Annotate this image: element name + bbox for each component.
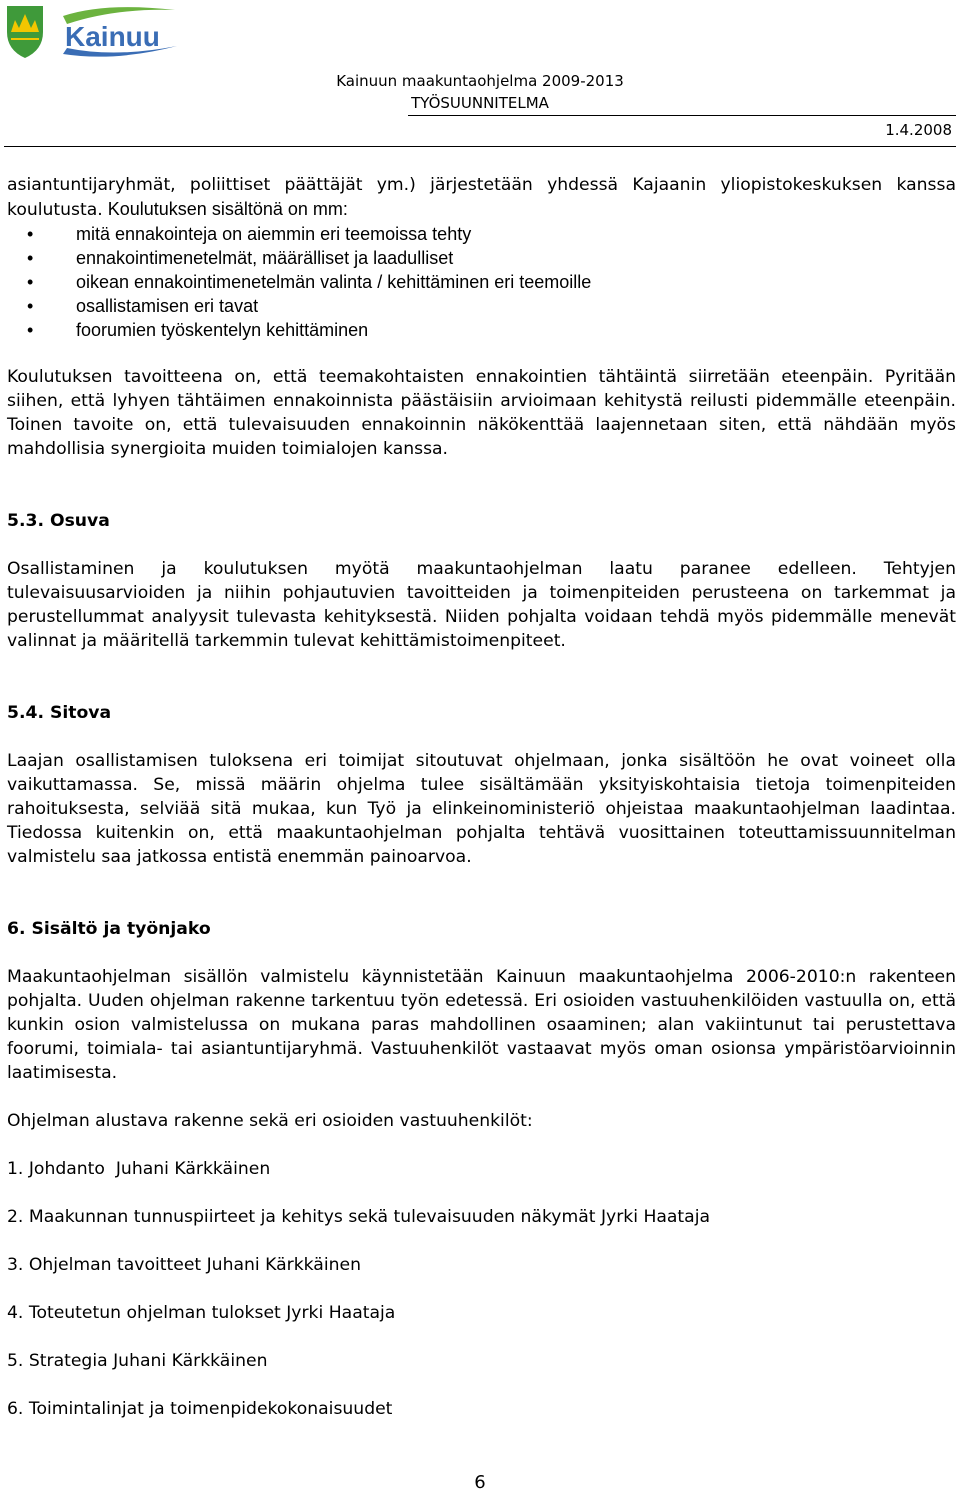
section-heading-6: 6. Sisältö ja työnjako — [7, 919, 211, 939]
list-item: • ennakointimenetelmät, määrälliset ja laadulliset — [7, 246, 956, 270]
goal-paragraph: Koulutuksen tavoitteena on, että teemakohtaisten ennakointien tähtäintä siirretään eteenpäin. Pyritään siihen, että lyhyen tähtäimen ennakoinnista päästäisiin arvioimaan kehitystä reilusti pidemmälle eteenpäin. Toinen tavoite on, että tulevaisuuden ennakoinnin näkökenttää laajennetaan siten, että nähdään myös mahdollisia synergioita muiden toimialojen kanssa. — [7, 367, 956, 459]
intro-paragraph: asiantuntijaryhmät, poliittiset päättäjät ym.) järjestetään yhdessä Kajaanin yliopistokeskuksen kanssa koulutusta. Koulutuksen sisältönä on mm: — [7, 175, 956, 220]
list-item: • osallistamisen eri tavat — [7, 294, 956, 318]
header-divider — [4, 146, 956, 147]
section-5-4-paragraph: Laajan osallistamisen tuloksena eri toimijat sitoutuvat ohjelmaan, jonka sisältöön he ovat voineet olla vaikuttamassa. Se, missä määrin ohjelma tulee sisältämään yksityiskohtaisia tietoja toimenpiteiden rahoituksesta, selviää sitä mukaa, kun Työ ja elinkeinoministeriö ohjeistaa maakuntaohjelman laadintaa. Tiedossa kuitenkin on, että maakuntaohjelman pohjalta tehtävä vuosittainen toteuttamissuunnitelman valmistelu saa jatkossa entistä enemmän painoarvoa. — [7, 751, 956, 867]
page-number: 6 — [474, 1472, 486, 1493]
kainuu-logo — [5, 2, 180, 64]
section-6-paragraph: Maakuntaohjelman sisällön valmistelu käynnistetään Kainuun maakuntaohjelma 2006-2010:n rakenteen pohjalta. Uuden ohjelman rakenne tarkentuu työn edetessä. Eri osioiden vastuuhenkilöiden vastuulla on, että kunkin osion valmistelussa on mukana paras mahdollinen osaaminen; alan vakiintunut tai perustettava foorumi, toimiala- tai asiantuntijaryhmä. Vastuuhenkilöt vastaavat myös oman osionsa ympäristöarvioinnin laatimisesta. — [7, 967, 956, 1083]
list-item: 6. Toimintalinjat ja toimenpidekokonaisuudet — [7, 1399, 393, 1419]
document-date: 1.4.2008 — [885, 121, 952, 139]
structure-intro: Ohjelman alustava rakenne sekä eri osioiden vastuuhenkilöt: — [7, 1111, 533, 1131]
list-item: 1. Johdanto Juhani Kärkkäinen — [7, 1159, 271, 1179]
header-divider — [408, 115, 956, 116]
training-topics-list — [7, 222, 956, 342]
list-item: • mitä ennakointeja on aiemmin eri teemoissa tehty — [7, 222, 956, 246]
page-content — [7, 173, 956, 1421]
svg-text:Kainuu: Kainuu — [65, 21, 160, 52]
list-item: • oikean ennakointimenetelmän valinta / kehittäminen eri teemoille — [7, 270, 956, 294]
document-subtitle: TYÖSUUNNITELMA — [411, 94, 549, 112]
list-item: 4. Toteutetun ohjelman tulokset Jyrki Haataja — [7, 1303, 396, 1323]
list-item: 3. Ohjelman tavoitteet Juhani Kärkkäinen — [7, 1255, 361, 1275]
list-item: • foorumien työskentelyn kehittäminen — [7, 318, 956, 342]
list-item: 2. Maakunnan tunnuspiirteet ja kehitys sekä tulevaisuuden näkymät Jyrki Haataja — [7, 1207, 711, 1227]
document-title: Kainuun maakuntaohjelma 2009-2013 — [336, 72, 624, 90]
kainuu-crest-icon — [5, 2, 180, 64]
section-heading-5-3: 5.3. Osuva — [7, 511, 110, 531]
page-header — [0, 0, 960, 150]
list-item: 5. Strategia Juhani Kärkkäinen — [7, 1351, 268, 1371]
section-heading-5-4: 5.4. Sitova — [7, 703, 112, 723]
section-5-3-paragraph: Osallistaminen ja koulutuksen myötä maakuntaohjelman laatu paranee edelleen. Tehtyjen tulevaisuusarvioiden ja niihin pohjautuvien tavoitteiden ja toimenpiteiden perusteena on tarkemmat ja perustellummat analyysit tulevasta kehityksestä. Niiden pohjalta voidaan tehdä myös pidemmälle menevät valinnat ja määritellä tarkemmin tulevat kehittämistoimenpiteet. — [7, 559, 956, 651]
